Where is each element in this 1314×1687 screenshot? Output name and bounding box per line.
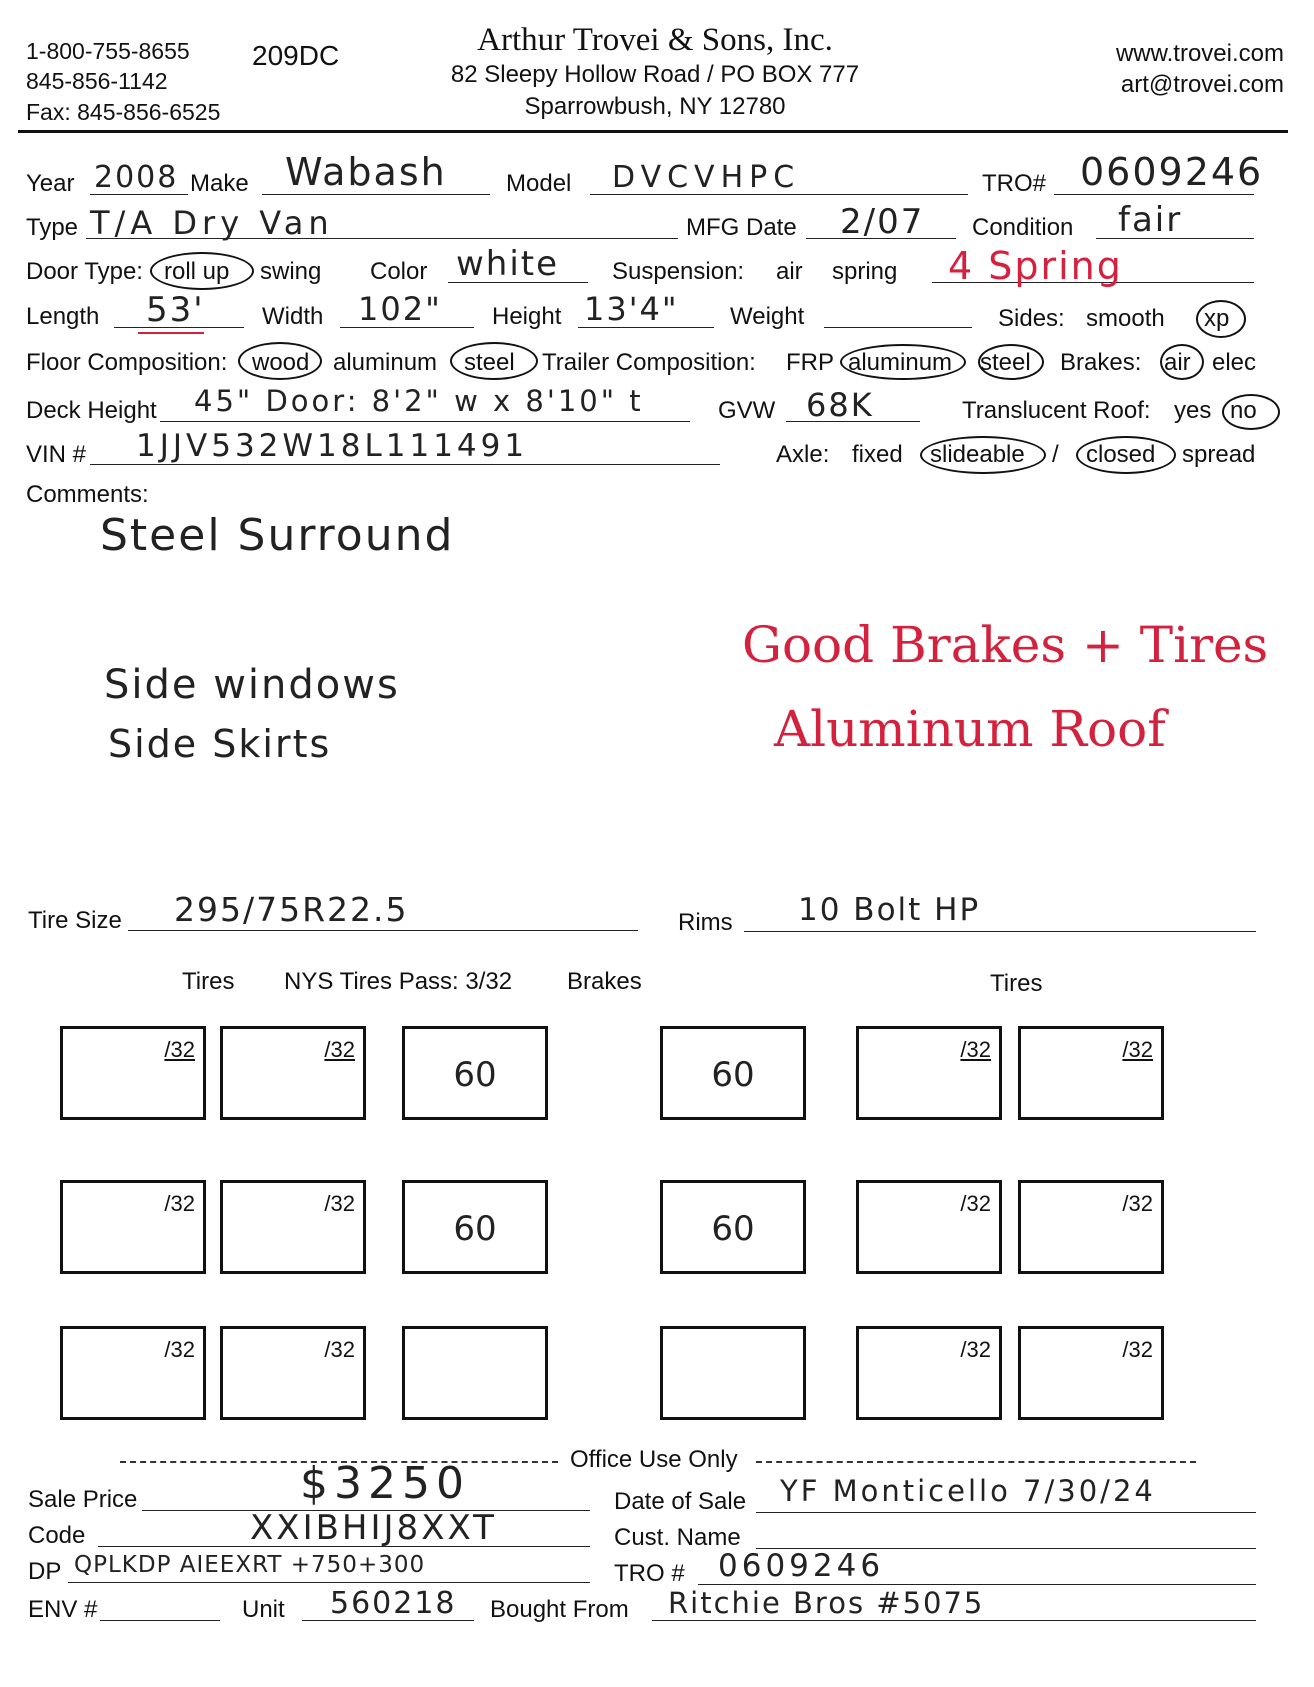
office-use-header: Office Use Only [570, 1446, 738, 1473]
comment-line-3: Side Skirts [108, 722, 332, 766]
tire-box-right-outer-row2[interactable] [1018, 1180, 1164, 1274]
suspension-label: Suspension: [612, 258, 745, 285]
bought-from-value: Ritchie Bros #5075 [668, 1586, 985, 1620]
red-note-line-2: Aluminum Roof [774, 700, 1166, 758]
brakes-header: Brakes [567, 968, 642, 995]
tires-left-header: Tires [182, 968, 235, 995]
header-divider [18, 130, 1288, 133]
mfg-date-label: MFG Date [686, 214, 797, 241]
trailer-option-steel[interactable]: steel [980, 349, 1031, 376]
length-value: 53' [146, 290, 205, 330]
brake-box-right-row1[interactable] [660, 1026, 806, 1120]
door-option-swing[interactable]: swing [260, 258, 322, 285]
length-label: Length [26, 303, 100, 330]
axle-option-spread[interactable]: spread [1182, 441, 1256, 468]
phone-local: 845-856-1142 [26, 68, 168, 94]
axle-option-slideable[interactable]: slideable [930, 441, 1025, 468]
tro2-underline [698, 1584, 1256, 1585]
tires-right-header: Tires [990, 970, 1043, 997]
brake-box-right-row2[interactable] [660, 1180, 806, 1274]
bought-from-underline [652, 1620, 1256, 1621]
tread-label: /32 [1122, 1037, 1153, 1062]
company-email: art@trovei.com [1120, 71, 1284, 98]
tire-box-left-outer-row3[interactable] [60, 1326, 206, 1420]
unit-value: 560218 [330, 1586, 457, 1621]
env-label: ENV # [28, 1596, 98, 1623]
tread-label: /32 [324, 1191, 355, 1216]
date-of-sale-underline [756, 1512, 1256, 1513]
trailer-composition-label: Trailer Composition: [542, 349, 756, 376]
comment-line-2: Side windows [104, 662, 400, 708]
tire-box-right-inner-row1[interactable] [856, 1026, 1002, 1120]
axle-option-closed[interactable]: closed [1086, 441, 1156, 468]
deck-height-underline [160, 421, 690, 422]
comment-line-1: Steel Surround [100, 510, 455, 561]
trailer-option-aluminum[interactable]: aluminum [848, 349, 953, 376]
suspension-option-air[interactable]: air [776, 258, 803, 285]
floor-option-steel[interactable]: steel [464, 349, 515, 376]
weight-underline [824, 327, 972, 328]
tread-label: /32 [960, 1337, 991, 1362]
translucent-roof-label: Translucent Roof: [962, 397, 1151, 424]
gvw-label: GVW [718, 397, 776, 424]
company-website: www.trovei.com [1115, 40, 1284, 67]
comments-label: Comments: [26, 481, 149, 508]
tread-label: /32 [1122, 1191, 1153, 1216]
tro-underline [1054, 194, 1254, 195]
cust-name-label: Cust. Name [614, 1524, 741, 1551]
brake-value: 60 [711, 1055, 755, 1095]
rims-label: Rims [678, 909, 733, 936]
sides-option-smooth[interactable]: smooth [1086, 305, 1165, 332]
condition-label: Condition [972, 214, 1074, 241]
tire-size-label: Tire Size [28, 907, 122, 934]
tire-box-left-inner-row2[interactable] [220, 1180, 366, 1274]
tire-box-right-inner-row2[interactable] [856, 1180, 1002, 1274]
make-underline [262, 194, 490, 195]
tire-box-left-outer-row1[interactable] [60, 1026, 206, 1120]
tire-box-left-inner-row1[interactable] [220, 1026, 366, 1120]
year-value: 2008 [94, 160, 179, 195]
tread-label: /32 [164, 1037, 195, 1062]
sale-price-value: $3250 [300, 1458, 470, 1509]
company-name: Arthur Trovei & Sons, Inc. [477, 22, 833, 58]
unit-label: Unit [242, 1596, 285, 1623]
year-label: Year [26, 170, 75, 197]
brake-value: 60 [453, 1209, 497, 1249]
rims-underline [744, 931, 1256, 932]
model-value: DVCVHPC [612, 160, 801, 195]
dp-label: DP [28, 1558, 62, 1585]
company-address-line2: Sparrowbush, NY 12780 [524, 93, 786, 120]
tro2-value: 0609246 [718, 1548, 885, 1584]
type-label: Type [26, 214, 79, 241]
door-option-roll-up[interactable]: roll up [164, 258, 230, 285]
nys-pass-header: NYS Tires Pass: 3/32 [284, 968, 513, 995]
translucent-option-yes[interactable]: yes [1174, 397, 1212, 424]
brake-box-left-row3[interactable] [402, 1326, 548, 1420]
brake-value: 60 [711, 1209, 755, 1249]
make-value: Wabash [285, 150, 447, 194]
company-address-line1: 82 Sleepy Hollow Road / PO BOX 777 [450, 61, 860, 88]
tire-box-left-inner-row3[interactable] [220, 1326, 366, 1420]
height-value: 13'4" [584, 290, 679, 328]
tread-label: /32 [164, 1337, 195, 1362]
red-note-line-1: Good Brakes + Tires [742, 616, 1269, 674]
length-red-underline [138, 332, 204, 334]
tread-label: /32 [960, 1191, 991, 1216]
date-of-sale-value: YF Monticello 7/30/24 [780, 1474, 1156, 1508]
height-label: Height [492, 303, 562, 330]
trailer-option-frp[interactable]: FRP [786, 349, 834, 376]
floor-composition-label: Floor Composition: [26, 349, 228, 376]
brakes-option-elec[interactable]: elec [1212, 349, 1257, 376]
deck-height-label: Deck Height [26, 397, 157, 424]
model-label: Model [506, 170, 572, 197]
tire-box-right-outer-row1[interactable] [1018, 1026, 1164, 1120]
vin-value: 1JJV532W18L111491 [136, 428, 529, 464]
tread-label: /32 [324, 1037, 355, 1062]
tire-size-value: 295/75R22.5 [174, 890, 409, 929]
mfg-date-value: 2/07 [840, 202, 925, 242]
brakes-option-air[interactable]: air [1164, 349, 1191, 376]
brakes-label: Brakes: [1060, 349, 1142, 376]
dp-underline [68, 1582, 590, 1583]
fax-number: Fax: 845-856-6525 [26, 99, 221, 125]
door-type-label: Door Type: [26, 258, 143, 285]
floor-option-wood[interactable]: wood [252, 349, 310, 376]
gvw-value: 68K [806, 386, 874, 424]
make-label: Make [190, 170, 249, 197]
color-label: Color [370, 258, 428, 285]
tread-label: /32 [1122, 1337, 1153, 1362]
axle-separator: / [1052, 441, 1059, 468]
translucent-option-no[interactable]: no [1230, 397, 1257, 424]
tread-label: /32 [960, 1037, 991, 1062]
width-label: Width [262, 303, 324, 330]
suspension-option-spring[interactable]: spring [832, 258, 898, 285]
deck-height-value: 45" Door: 8'2" w x 8'10" t [194, 384, 644, 418]
tire-box-right-inner-row3[interactable] [856, 1326, 1002, 1420]
code-label: Code [28, 1522, 86, 1549]
tro2-label: TRO # [614, 1560, 685, 1587]
vin-underline [90, 464, 720, 465]
form-code: 209DC [252, 40, 340, 71]
tread-label: /32 [324, 1337, 355, 1362]
date-of-sale-label: Date of Sale [614, 1488, 747, 1515]
brake-box-left-row1[interactable] [402, 1026, 548, 1120]
tire-size-underline [128, 930, 638, 931]
code-value: XXIBHIJ8XXT [250, 1508, 497, 1548]
dp-value: QPLKDP AIEEXRT +750+300 [74, 1552, 426, 1578]
tread-label: /32 [164, 1191, 195, 1216]
suspension-note: 4 Spring [948, 244, 1123, 288]
tire-box-right-outer-row3[interactable] [1018, 1326, 1164, 1420]
sides-option-xp[interactable]: xp [1204, 305, 1230, 332]
brake-box-left-row2[interactable] [402, 1180, 548, 1274]
brake-box-right-row3[interactable] [660, 1326, 806, 1420]
sides-label: Sides: [998, 305, 1065, 332]
tro-value: 0609246 [1080, 150, 1264, 194]
brake-value: 60 [453, 1055, 497, 1095]
rims-value: 10 Bolt HP [798, 892, 981, 928]
tire-box-left-outer-row2[interactable] [60, 1180, 206, 1274]
bought-from-label: Bought From [490, 1596, 629, 1623]
type-value: T/A Dry Van [90, 204, 334, 242]
sale-price-label: Sale Price [28, 1486, 138, 1513]
env-underline [100, 1620, 220, 1621]
width-value: 102" [358, 290, 442, 328]
office-divider-right [756, 1461, 1196, 1463]
weight-label: Weight [730, 303, 805, 330]
floor-option-aluminum[interactable]: aluminum [333, 349, 438, 376]
axle-label: Axle: [776, 441, 830, 468]
tro-label: TRO# [982, 170, 1047, 197]
phone-toll-free: 1-800-755-8655 [26, 38, 190, 64]
vin-label: VIN # [26, 441, 87, 468]
condition-value: fair [1118, 200, 1183, 240]
axle-option-fixed[interactable]: fixed [852, 441, 903, 468]
color-value: white [456, 244, 560, 284]
